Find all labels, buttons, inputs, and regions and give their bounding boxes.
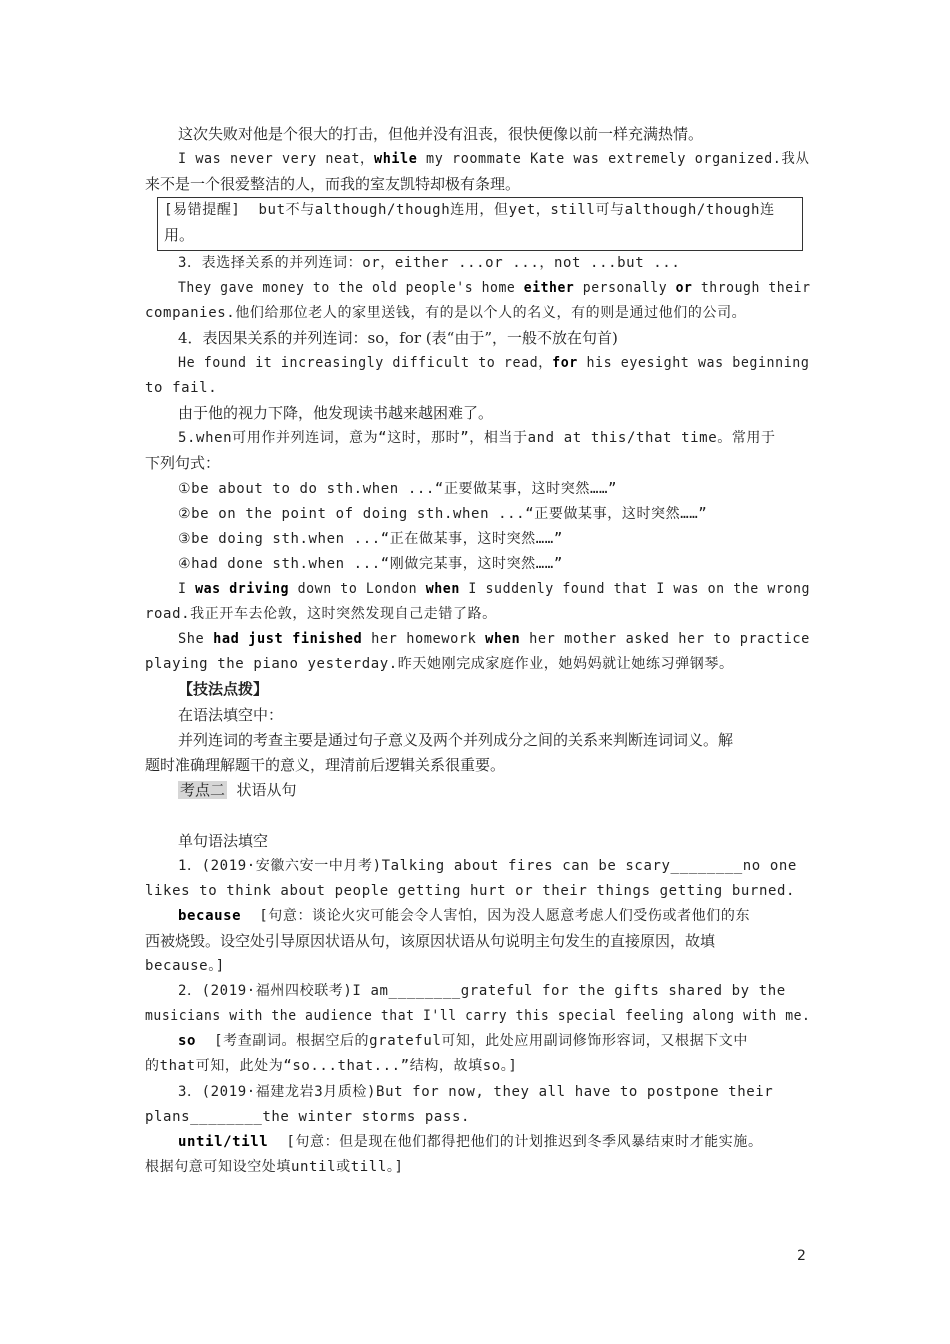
- text-line: He found it increasingly difficult to read，for his eyesight was beginning: [178, 355, 810, 371]
- emphasis-word: was driving: [195, 581, 290, 597]
- text-line: to fail.: [145, 380, 218, 396]
- section-heading: 4．表因果关系的并列连词：so，for (表“由于”，一般不放在句首): [178, 329, 618, 347]
- text-line: 由于他的视力下降，他发现读书越来越困难了。: [178, 404, 494, 422]
- text-line: 并列连词的考查主要是通过句子意义及两个并列成分之间的关系来判断连词词义。解: [178, 731, 734, 749]
- page-number: 2: [797, 1248, 806, 1264]
- pattern-line: ①be about to do sth.when ...“正要做某事，这时突然……”: [178, 481, 618, 497]
- text-line: road.我正开车去伦敦，这时突然发现自己走错了路。: [145, 606, 497, 622]
- answer-word: because: [178, 908, 242, 924]
- emphasis-word: had just finished: [213, 631, 363, 647]
- exercise-heading: 单句语法填空: [178, 832, 269, 850]
- emphasis-word: or: [675, 280, 693, 296]
- pattern-line: ③be doing sth.when ...“正在做某事，这时突然……”: [178, 531, 563, 547]
- answer-line: 根据句意可知设空处填until或till。]: [145, 1159, 404, 1175]
- tip-line: 用。: [164, 226, 195, 244]
- text-line: playing the piano yesterday.昨天她刚完成家庭作业，她妈妈就让她练习弹钢琴。: [145, 656, 734, 672]
- answer-word: until/till: [178, 1134, 269, 1150]
- text-line: 这次失败对他是个很大的打击，但他并没有沮丧，很快便像以前一样充满热情。: [178, 125, 704, 143]
- pattern-line: ②be on the point of doing sth.when ...“正要做某事，这时突然……”: [178, 506, 708, 522]
- section-heading: 5.when可用作并列连词，意为“这时，那时”，相当于and at this/that time。常用于: [178, 430, 776, 446]
- section-heading: 3．表选择关系的并列连词：or，either ...or ...，not ...but ...: [178, 255, 681, 271]
- pattern-line: ④had done sth.when ...“刚做完某事，这时突然……”: [178, 556, 563, 572]
- emphasis-word: when: [485, 631, 521, 647]
- answer-line: until/till [句意：但是现在他们都得把他们的计划推迟到冬季风暴结束时才能实施。: [178, 1134, 763, 1150]
- text-line: They gave money to the old people's home either personally or through their: [178, 280, 811, 296]
- topic-label: 考点二: [180, 781, 226, 799]
- question-line: 3．(2019·福建龙岩3月质检)But for now, they all have to postpone their: [178, 1084, 774, 1100]
- topic-heading: 考点二 状语从句: [180, 781, 297, 799]
- text-line: I was never very neat，while my roommate Kate was extremely organized.我从: [178, 151, 810, 167]
- answer-line: so [考查副词。根据空后的grateful可知，此处应用副词修饰形容词，又根据下文中: [178, 1033, 748, 1049]
- answer-line: because [句意：谈论火灾可能会令人害怕，因为没人愿意考虑人们受伤或者他们的东: [178, 908, 751, 924]
- emphasis-word: while: [374, 151, 418, 167]
- text-line: I was driving down to London when I suddenly found that I was on the wrong: [178, 581, 811, 597]
- emphasis-word: for: [552, 355, 578, 371]
- question-line: plans________the winter storms pass.: [145, 1109, 471, 1125]
- text-line: 题时准确理解题干的意义，理清前后逻辑关系很重要。: [145, 756, 506, 774]
- question-line: 1．(2019·安徽六安一中月考)Talking about fires can be scary________no one: [178, 858, 797, 874]
- tip-heading: 【技法点拨】: [178, 680, 269, 698]
- text-line: companies.他们给那位老人的家里送钱，有的是以个人的名义，有的则是通过他们的公司。: [145, 305, 747, 321]
- emphasis-word: either: [523, 280, 575, 296]
- answer-line: 的that可知，此处为“so...that...”结构，故填so。]: [145, 1058, 518, 1074]
- text-line: 在语法填空中：: [178, 706, 284, 724]
- question-line: 2．(2019·福州四校联考)I am________grateful for the gifts shared by the: [178, 983, 786, 999]
- question-line: musicians with the audience that I'll carry this special feeling along with me.: [145, 1008, 811, 1024]
- text-line: She had just finished her homework when her mother asked her to practice: [178, 631, 810, 647]
- answer-line: 西被烧毁。设空处引导原因状语从句，该原因状语从句说明主句发生的直接原因，故填: [145, 932, 716, 950]
- text-line: 来不是一个很爱整洁的人，而我的室友凯特却极有条理。: [145, 175, 521, 193]
- answer-line: because。]: [145, 958, 225, 974]
- text-line: 下列句式：: [145, 454, 221, 472]
- tip-line: [易错提醒] but不与although/though连用，但yet，still可与although/though连: [164, 202, 775, 218]
- emphasis-word: when: [425, 581, 460, 597]
- question-line: likes to think about people getting hurt or their things getting burned.: [145, 883, 796, 899]
- answer-word: so: [178, 1033, 197, 1049]
